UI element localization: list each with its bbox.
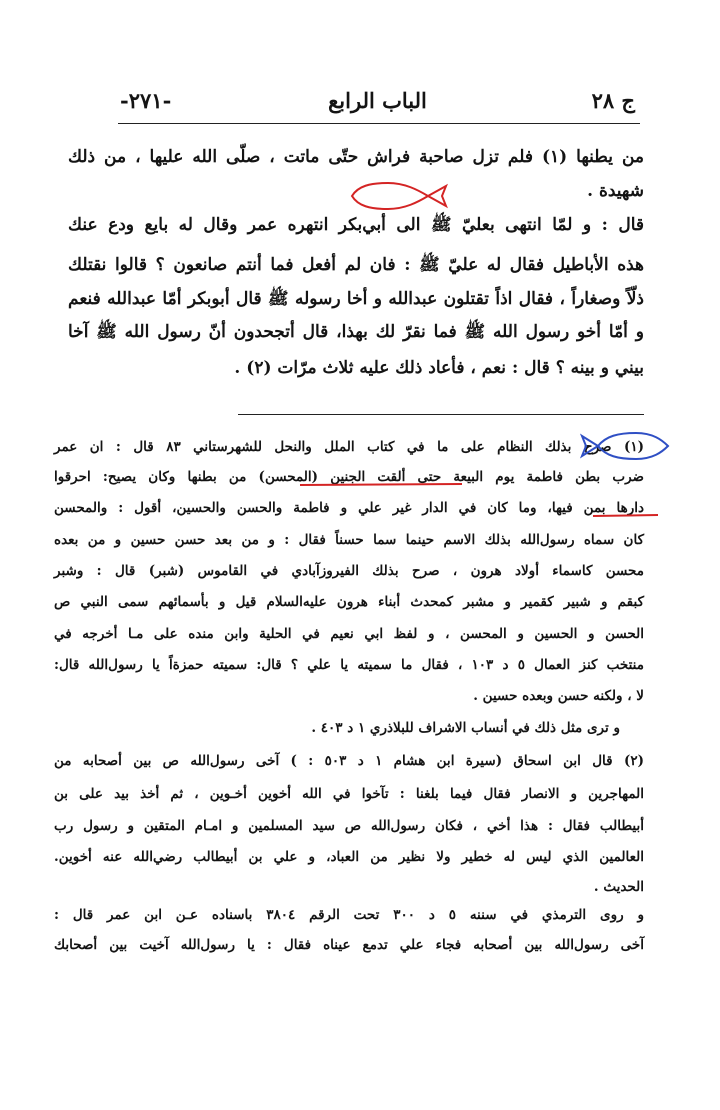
text-line: قال : و لمّا انتهى بعليّ ﷺ الى أبي‌بكر انتهره عمر وقال له بايع ودع عنك	[68, 215, 644, 235]
footnote-line: (١) صرح بذلك النظام على ما في كتاب الملل والنحل للشهرستاني ٨٣ قال : ان عمر	[54, 439, 644, 455]
text-line: ذلّاً وصغاراً ، فقال اذاً تقتلون عبدالله و أخا رسوله ﷺ قال أبوبكر أمّا عبدالله فنعم	[68, 289, 644, 309]
footnote-line: و روى الترمذي في سننه ٥ د ٣٠٠ تحت الرقم ٣٨٠٤ باسناده عـن ابن عمر قال :	[54, 907, 644, 923]
footnote-line: محسن كاسماء أولاد هرون ، صرح بذلك الفيروزآبادي في القاموس (شبر) قال : وشبر	[54, 563, 644, 579]
footnote-rule	[238, 414, 644, 415]
volume-label: ج ٢٨	[591, 88, 635, 113]
running-header	[120, 88, 635, 122]
text-line: هذه الأباطيل فقال له عليّ ﷺ : فان لم أفعل فما أنتم صانعون ؟ قالوا نقتلك	[68, 255, 644, 275]
footnote-line: آخى رسول‌الله بين أصحابه فجاء علي تدمع عيناه فقال : يا رسول‌الله آخيت بين أصحابك	[54, 937, 644, 953]
footnote-line: المهاجرين و الانصار فقال فيما بلغنا : تآخوا في الله أخوين أخـوين ، ثم أخذ بيد على بن	[54, 786, 644, 802]
footnote-line: لا ، ولكنه حسن وبعده حسين .	[473, 688, 644, 704]
footnote-line: كان سماه رسول‌الله بذلك الاسم حينما سما حسناً فقال : و من بعد حسن حسين و من بعده	[54, 532, 644, 548]
footnote-line: كبقم و شبير كقمير و مشبر كمحدث أبناء هرون عليه‌السلام قيل و بأسمائهم سمى النبي ص	[54, 594, 644, 610]
footnote-line: (٢) قال ابن اسحاق (سيرة ابن هشام ١ د ٥٠٣ : ) آخى رسول‌الله ص بين أصحابه من	[54, 753, 645, 769]
text-line: شهيدة .	[587, 181, 644, 201]
header-rule	[118, 123, 640, 124]
footnote-line: و ترى مثل ذلك في أنساب الاشراف للبلاذري ١ د ٤٠٣ .	[311, 720, 620, 736]
text-line: من يطنها (١) فلم تزل صاحبة فراش حتّى ماتت ، صلّى الله عليها ، من ذلك	[68, 147, 645, 167]
footnote-line: ضرب بطن فاطمة يوم البيعة حتى ألقت الجنين (المحسن) من بطنها وكان يصيح: احرقوا	[54, 469, 644, 485]
footnote-line: أبيطالب فقال : هذا أخي ، فكان رسول‌الله ص سيد المسلمين و امـام المتقين و رسول رب	[54, 818, 644, 834]
page-number: -٢٧١-	[120, 88, 172, 113]
footnote-line: الحديث .	[593, 879, 644, 895]
footnote-line: الحسن و الحسين و المحسن ، و لفظ ابي نعيم في الحلية وابن منده على مـا أخرجه في	[54, 626, 644, 642]
chapter-title: الباب الرابع	[328, 88, 427, 113]
footnote-line: العالمين الذي ليس له خطير ولا نظير من العباد، و علي بن أبيطالب رضي‌الله عنه أخوين.	[54, 849, 644, 865]
text-line: و أمّا أخو رسول الله ﷺ فما نقرّ لك بهذا، قال أتجحدون أنّ رسول الله ﷺ آخا	[68, 322, 644, 342]
footnote-line: منتخب كنز العمال ٥ د ١٠٣ ، فقال ما سميته يا علي ؟ قال: سميته حمزةاً يا رسول‌الله قال:	[54, 657, 644, 673]
text-line: بيني و بينه ؟ قال : نعم ، فأعاد ذلك عليه ثلاث مرّات (٢) .	[234, 358, 644, 378]
footnote-line: دارها بمن فيها، وما كان في الدار غير علي و فاطمة والحسن والحسين، أقول : والمحسن	[54, 500, 644, 516]
